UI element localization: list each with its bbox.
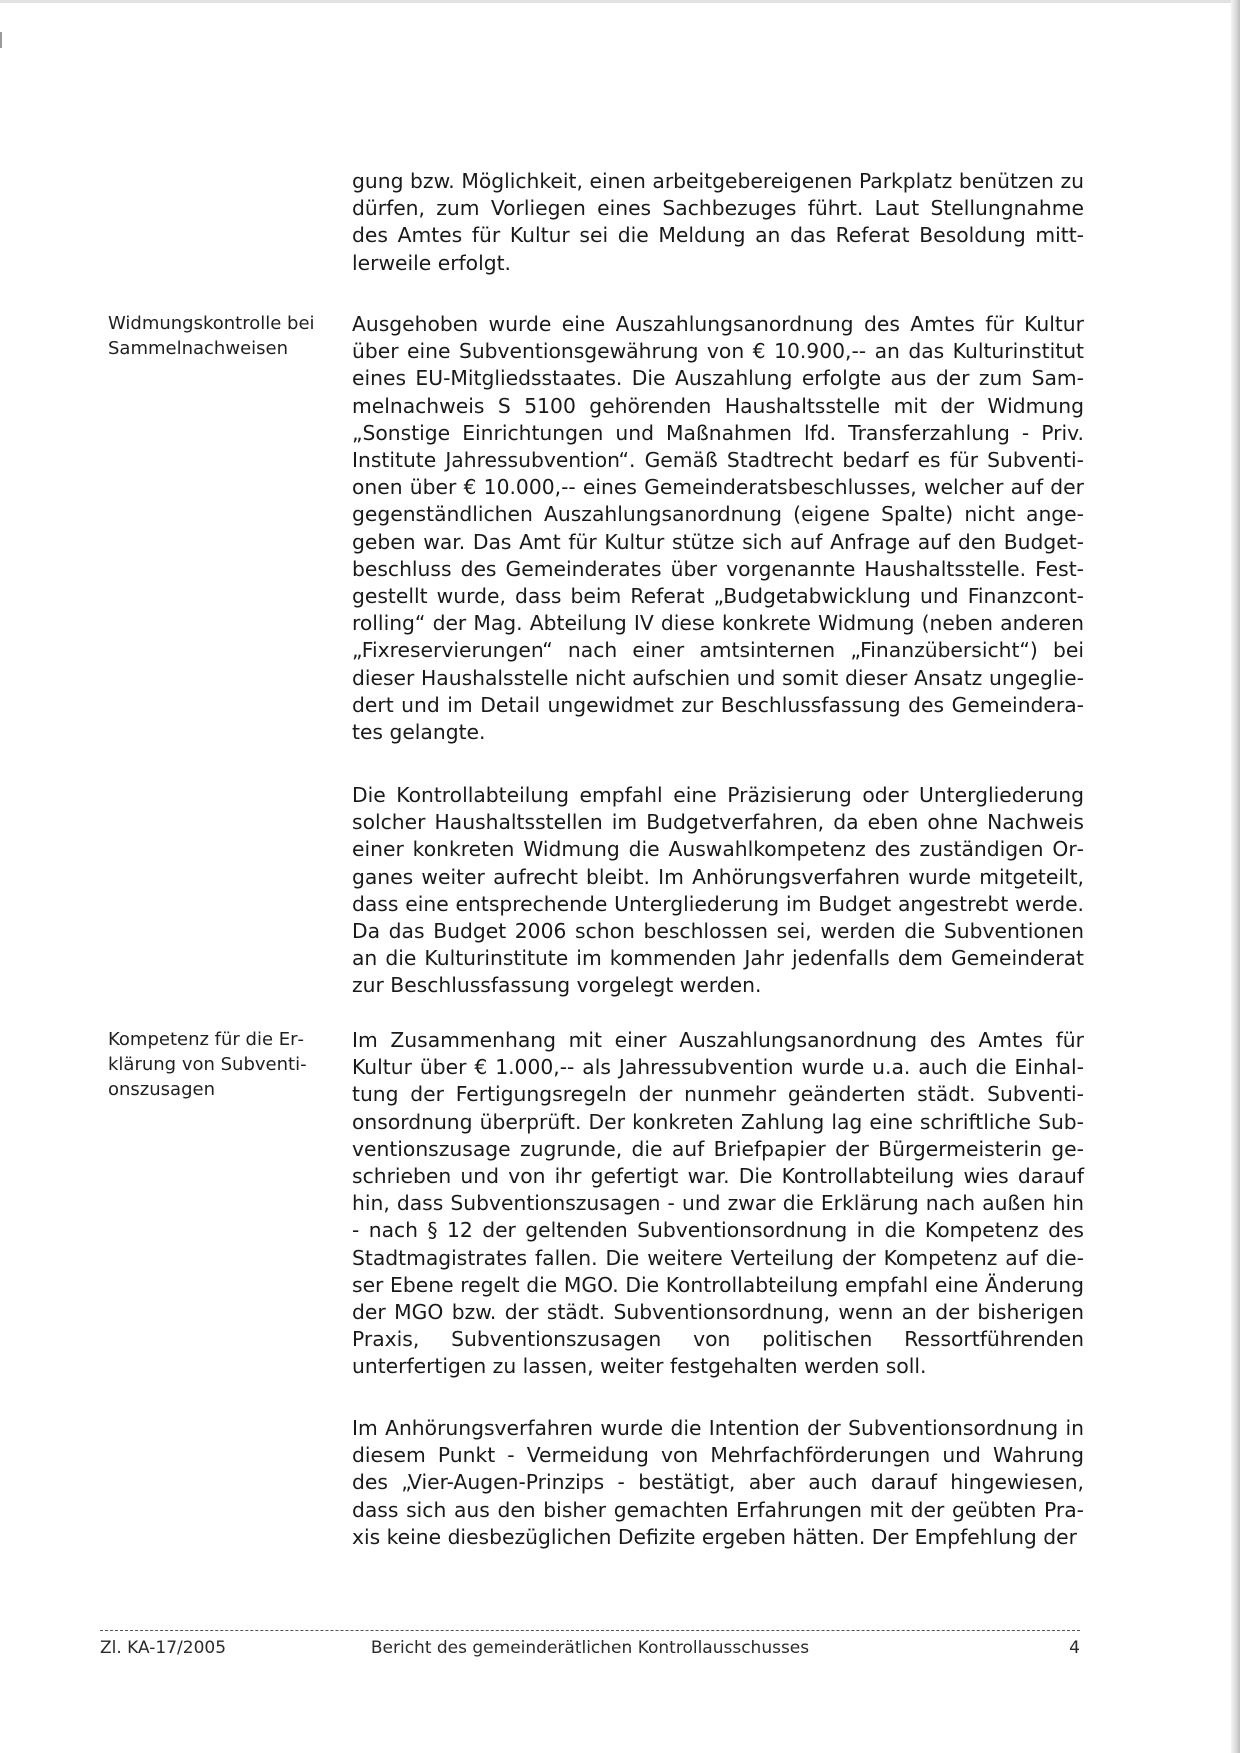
footer-divider — [100, 1630, 1080, 1631]
scan-mark — [0, 32, 2, 48]
paragraph-subventionszusagen: Im Zusammenhang mit einer Auszahlungsanordnung des Amtes für Kultur über € 1.000,-- als Jahressubvention wurde u.a. auch die Einhaltung der Fertigungsregeln der nunmehr geänderten städt. Subventionsordnung überprüft. Der konkreten Zahlung lag eine schriftliche Subventionszusage zugrunde, die auf Briefpapier der Bürgermeisterin geschrieben und von ihr gefertigt war. Die Kontrollabteilung wies darauf hin, dass Subventionszusagen - und zwar die Erklärung nach außen hin - nach § 12 der geltenden Subventionsordnung in die Kompetenz des Stadtmagistrates fallen. Die weitere Verteilung der Kompetenz auf dieser Ebene regelt die MGO. Die Kontrollabteilung empfahl eine Änderung der MGO bzw. der städt. Subventionsordnung, wenn an der bisherigen Praxis, Subventionszusagen von politischen Ressortführenden unterfertigen zu lassen, weiter festgehalten werden soll. — [352, 1028, 1084, 1379]
paragraph-parkplatz: gung bzw. Möglichkeit, einen arbeitgebereigenen Parkplatz benützen zu dürfen, zum Vorliegen eines Sachbezuges führt. Laut Stellungnahme des Amtes für Kultur sei die Meldung an das Referat Besoldung mittlerweile erfolgt. — [352, 169, 1084, 275]
page-number: 4 — [1069, 1638, 1080, 1658]
scan-top-edge — [0, 0, 1240, 3]
paragraph-anhoerungsverfahren: Im Anhörungsverfahren wurde die Intention der Subventionsordnung in diesem Punkt - Vermeidung von Mehrfachförderungen und Wahrung des „Vier-Augen-Prinzips - bestätigt, aber auch darauf hingewiesen, dass sich aus den bisher gemachten Erfahrungen mit der geübten Praxis keine diesbezüglichen Defizite ergeben hätten. Der Empfehlung der — [352, 1416, 1084, 1549]
footer-title: Bericht des gemeinderätlichen Kontrollausschusses — [370, 1638, 810, 1658]
side-heading-widmungskontrolle: Widmungskontrolle bei Sammelnachweisen — [108, 313, 315, 359]
scan-right-edge — [1231, 0, 1240, 1753]
footer-reference: Zl. KA-17/2005 — [100, 1638, 227, 1658]
paragraph-auszahlungsanordnung: Ausgehoben wurde eine Auszahlungsanordnung des Amtes für Kultur über eine Subventionsgewährung von € 10.900,-- an das Kulturinstitut eines EU-Mitgliedsstaates. Die Auszahlung erfolgte aus der zum Sammelnachweis S 5100 gehörenden Haushaltsstelle mit der Widmung „Sonstige Einrichtungen und Maßnahmen lfd. Transferzahlung - Priv. Institute Jahressubvention“. Gemäß Stadtrecht bedarf es für Subventionen über € 10.000,-- eines Gemeinderatsbeschlusses, welcher auf der gegenständlichen Auszahlungsanordnung (eigene Spalte) nicht angegeben war. Das Amt für Kultur stütze sich auf Anfrage auf den Budgetbeschluss des Gemeinderates über vorgenannte Haushaltsstelle. Festgestellt wurde, dass beim Referat „Budgetabwicklung und Finanzcontrolling“ der Mag. Abteilung IV diese konkrete Widmung (neben anderen „Fixreservierungen“ nach einer amtsinternen „Finanzübersicht“) bei dieser Haushalsstelle nicht aufschien und somit dieser Ansatz ungegliedert und im Detail ungewidmet zur Beschlussfassung des Gemeinderates gelangte. — [352, 312, 1084, 745]
paragraph-empfehlung-untergliederung: Die Kontrollabteilung empfahl eine Präzisierung oder Untergliederung solcher Haushaltsstellen im Budgetverfahren, da eben ohne Nachweis einer konkreten Widmung die Auswahlkompetenz des zuständigen Organes weiter aufrecht bleibt. Im Anhörungsverfahren wurde mitgeteilt, dass eine entsprechende Untergliederung im Budget angestrebt werde. Da das Budget 2006 schon beschlossen sei, werden die Subventionen an die Kulturinstitute im kommenden Jahr jedenfalls dem Gemeinderat zur Beschlussfassung vorgelegt werden. — [352, 783, 1084, 998]
side-heading-kompetenz: Kompetenz für die Erklärung von Subventionszusagen — [108, 1029, 307, 1100]
